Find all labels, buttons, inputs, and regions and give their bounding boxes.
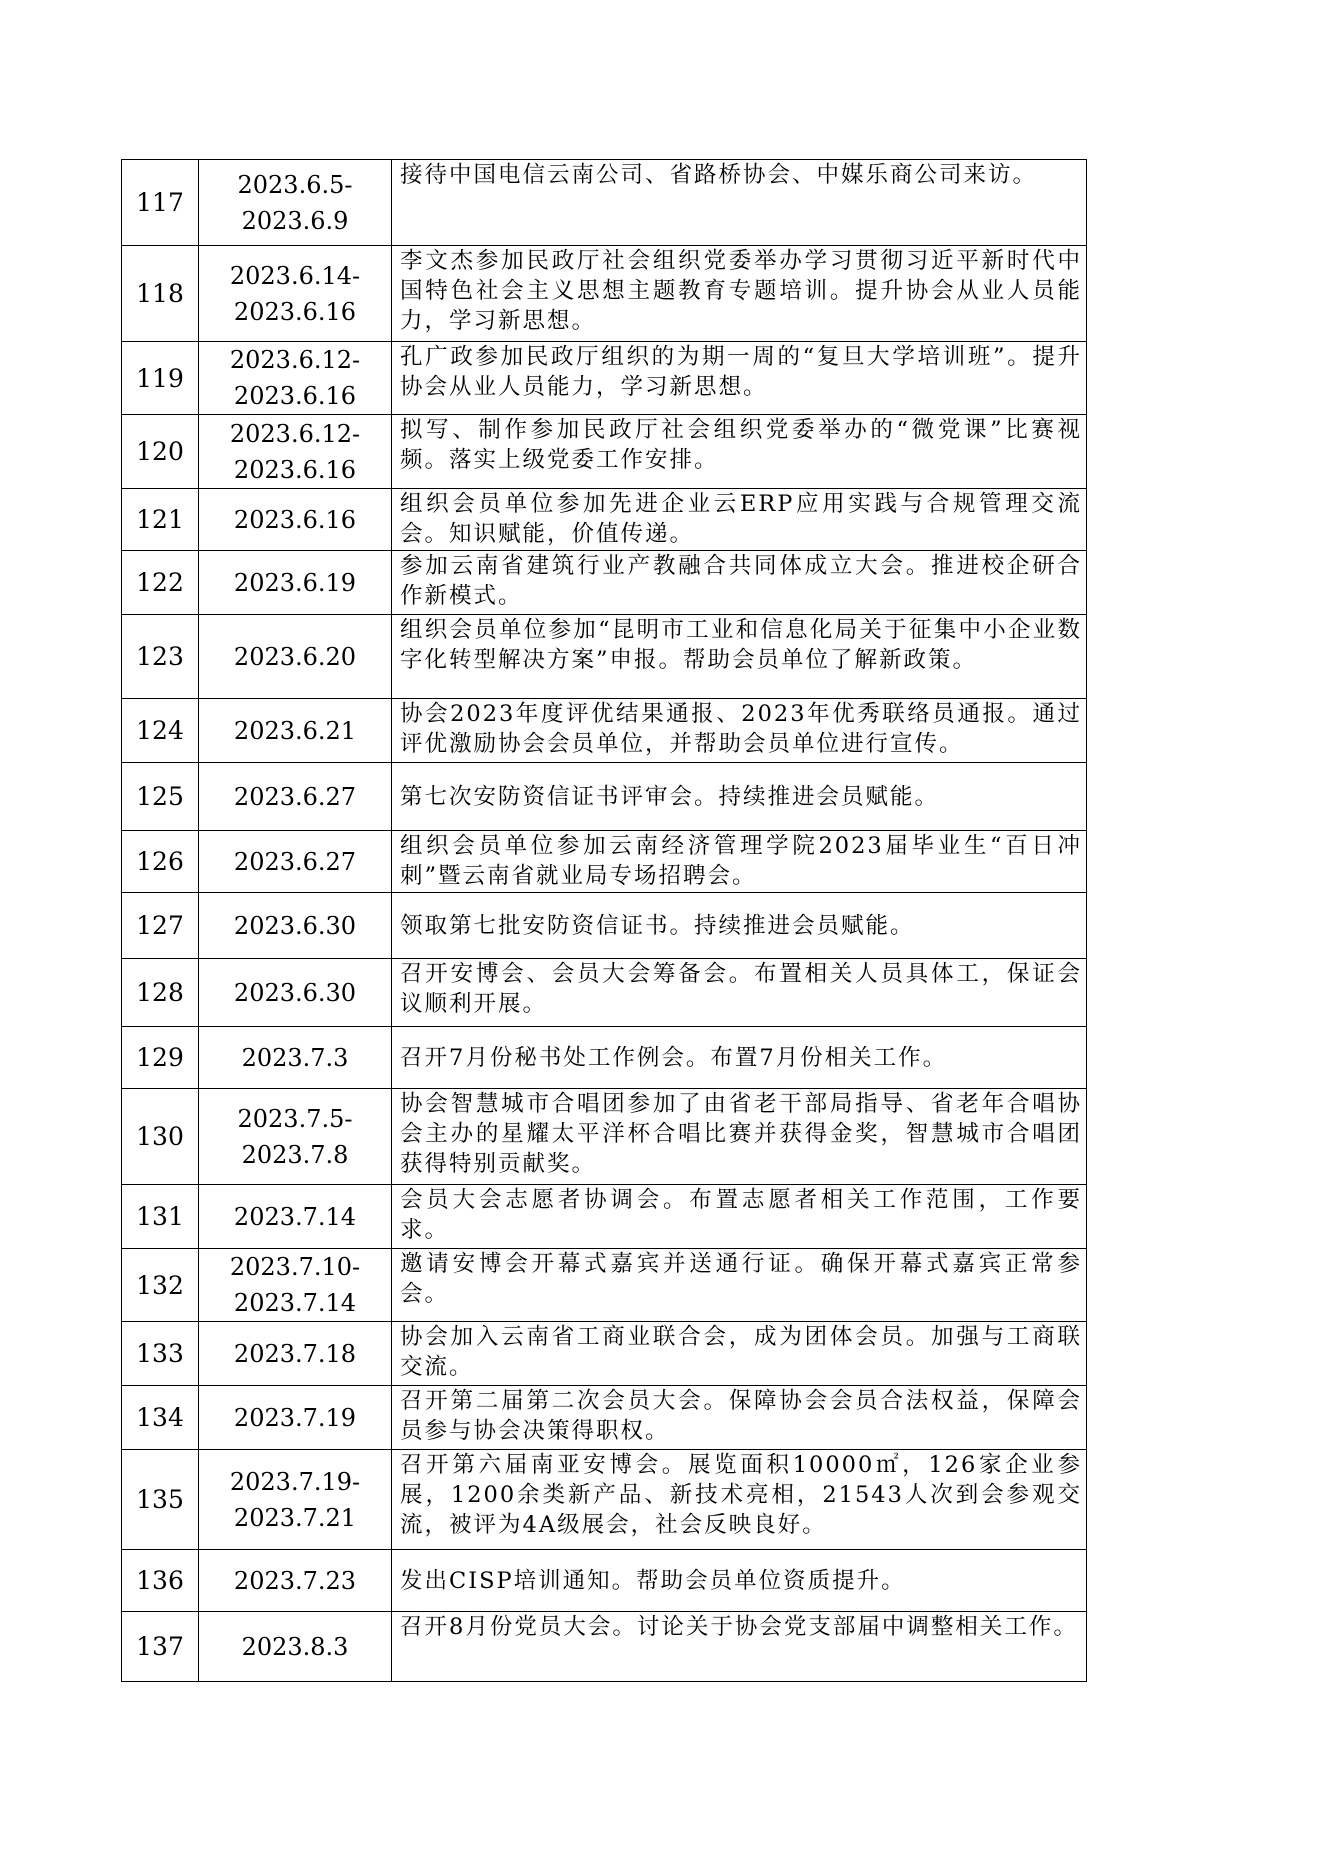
date-start: 2023.7.10- bbox=[229, 1253, 361, 1281]
date-start: 2023.7.23 bbox=[233, 1566, 357, 1595]
date-start: 2023.8.3 bbox=[241, 1632, 349, 1661]
row-number: 124 bbox=[122, 699, 199, 763]
row-description bbox=[392, 1027, 1087, 1089]
description-text: 会员大会志愿者协调会。布置志愿者相关工作范围，工作要求。 bbox=[400, 1187, 1082, 1243]
description-text: 召开安博会、会员大会筹备会。布置相关人员具体工，保证会议顺利开展。 bbox=[400, 961, 1082, 1017]
row-number: 133 bbox=[122, 1322, 199, 1386]
row-description bbox=[392, 342, 1087, 415]
description-text: 参加云南省建筑行业产教融合共同体成立大会。推进校企研合作新模式。 bbox=[400, 553, 1082, 609]
row-number: 126 bbox=[122, 831, 199, 893]
row-description bbox=[392, 959, 1087, 1027]
date-start: 2023.6.16 bbox=[233, 505, 357, 534]
row-description bbox=[392, 489, 1087, 551]
table-row bbox=[122, 1550, 1087, 1612]
table-row bbox=[122, 246, 1087, 342]
date-start: 2023.7.3 bbox=[241, 1043, 349, 1072]
row-date bbox=[199, 1322, 392, 1386]
description-text: 李文杰参加民政厅社会组织党委举办学习贯彻习近平新时代中国特色社会主义思想主题教育专题培训。提升协会从业人员能力，学习新思想。 bbox=[400, 248, 1082, 334]
description-text: 组织会员单位参加“昆明市工业和信息化局关于征集中小企业数字化转型解决方案”申报。帮助会员单位了解新政策。 bbox=[400, 617, 1082, 673]
date-start: 2023.6.12- bbox=[229, 419, 361, 448]
table-row bbox=[122, 893, 1087, 959]
row-date bbox=[199, 959, 392, 1027]
table-row bbox=[122, 342, 1087, 415]
description-text: 组织会员单位参加云南经济管理学院2023届毕业生“百日冲刺”暨云南省就业局专场招聘会。 bbox=[400, 833, 1082, 889]
row-date bbox=[199, 1027, 392, 1089]
description-text: 协会加入云南省工商业联合会，成为团体会员。加强与工商联交流。 bbox=[400, 1324, 1082, 1380]
table-row bbox=[122, 1185, 1087, 1249]
row-date bbox=[199, 1386, 392, 1450]
row-date bbox=[199, 551, 392, 615]
date-end: 2023.7.14 bbox=[233, 1289, 357, 1317]
row-date bbox=[199, 489, 392, 551]
row-description bbox=[392, 160, 1087, 246]
description-text: 接待中国电信云南公司、省路桥协会、中媒乐商公司来访。 bbox=[400, 162, 1038, 188]
row-description bbox=[392, 1550, 1087, 1612]
row-date bbox=[199, 1612, 392, 1682]
row-number: 135 bbox=[122, 1450, 199, 1550]
date-start: 2023.7.5- bbox=[237, 1104, 353, 1133]
row-number: 128 bbox=[122, 959, 199, 1027]
table-row bbox=[122, 1612, 1087, 1682]
description-text: 发出CISP培训通知。帮助会员单位资质提升。 bbox=[400, 1567, 906, 1594]
row-description bbox=[392, 551, 1087, 615]
row-number: 136 bbox=[122, 1550, 199, 1612]
date-end: 2023.7.21 bbox=[233, 1503, 357, 1532]
row-description bbox=[392, 246, 1087, 342]
row-date bbox=[199, 1185, 392, 1249]
table-row bbox=[122, 1450, 1087, 1550]
row-number: 137 bbox=[122, 1612, 199, 1682]
date-start: 2023.7.18 bbox=[233, 1339, 357, 1368]
date-start: 2023.6.12- bbox=[229, 346, 361, 374]
date-start: 2023.6.20 bbox=[233, 642, 357, 671]
date-start: 2023.6.27 bbox=[233, 782, 357, 811]
table-row bbox=[122, 831, 1087, 893]
row-number: 122 bbox=[122, 551, 199, 615]
row-description bbox=[392, 763, 1087, 831]
row-number: 130 bbox=[122, 1089, 199, 1185]
row-number: 119 bbox=[122, 342, 199, 415]
row-number: 132 bbox=[122, 1249, 199, 1322]
row-date bbox=[199, 615, 392, 699]
date-end: 2023.6.16 bbox=[233, 382, 357, 410]
table-row bbox=[122, 1322, 1087, 1386]
table-row bbox=[122, 489, 1087, 551]
row-number: 125 bbox=[122, 763, 199, 831]
row-description bbox=[392, 615, 1087, 699]
row-description bbox=[392, 1249, 1087, 1322]
row-number: 120 bbox=[122, 415, 199, 489]
description-text: 第七次安防资信证书评审会。持续推进会员赋能。 bbox=[400, 783, 940, 810]
row-description bbox=[392, 893, 1087, 959]
table-row bbox=[122, 1386, 1087, 1450]
row-description bbox=[392, 1185, 1087, 1249]
table-row bbox=[122, 1249, 1087, 1322]
description-text: 协会智慧城市合唱团参加了由省老干部局指导、省老年合唱协会主办的星耀太平洋杯合唱比赛并获得金奖，智慧城市合唱团获得特别贡献奖。 bbox=[400, 1091, 1082, 1177]
row-date bbox=[199, 415, 392, 489]
row-description bbox=[392, 1612, 1087, 1682]
date-start: 2023.6.5- bbox=[237, 170, 353, 199]
description-text: 协会2023年度评优结果通报、2023年优秀联络员通报。通过评优激励协会会员单位，并帮助会员单位进行宣传。 bbox=[400, 701, 1082, 757]
row-number: 129 bbox=[122, 1027, 199, 1089]
table-row bbox=[122, 415, 1087, 489]
table-row bbox=[122, 1027, 1087, 1089]
description-text: 召开第六届南亚安博会。展览面积10000㎡，126家企业参展，1200余类新产品、新技术亮相，21543人次到会参观交流，被评为4A级展会，社会反映良好。 bbox=[400, 1452, 1082, 1538]
description-text: 召开8月份党员大会。讨论关于协会党支部届中调整相关工作。 bbox=[400, 1614, 1078, 1640]
date-end: 2023.7.8 bbox=[241, 1140, 349, 1169]
date-start: 2023.6.30 bbox=[233, 911, 357, 940]
row-date bbox=[199, 160, 392, 246]
table-row bbox=[122, 551, 1087, 615]
row-date bbox=[199, 893, 392, 959]
row-number: 118 bbox=[122, 246, 199, 342]
row-description bbox=[392, 1089, 1087, 1185]
row-number: 123 bbox=[122, 615, 199, 699]
description-text: 邀请安博会开幕式嘉宾并送通行证。确保开幕式嘉宾正常参会。 bbox=[400, 1251, 1082, 1307]
row-date bbox=[199, 831, 392, 893]
date-start: 2023.6.30 bbox=[233, 978, 357, 1007]
row-description bbox=[392, 831, 1087, 893]
date-end: 2023.6.16 bbox=[233, 297, 357, 326]
table-row bbox=[122, 615, 1087, 699]
date-start: 2023.6.27 bbox=[233, 847, 357, 876]
date-start: 2023.6.14- bbox=[229, 261, 361, 290]
row-description bbox=[392, 415, 1087, 489]
row-description bbox=[392, 1386, 1087, 1450]
date-start: 2023.6.21 bbox=[233, 716, 357, 745]
row-number: 121 bbox=[122, 489, 199, 551]
description-text: 孔广政参加民政厅组织的为期一周的“复旦大学培训班”。提升协会从业人员能力，学习新思想。 bbox=[400, 344, 1082, 400]
row-date bbox=[199, 1089, 392, 1185]
row-date bbox=[199, 246, 392, 342]
description-text: 拟写、制作参加民政厅社会组织党委举办的“微党课”比赛视频。落实上级党委工作安排。 bbox=[400, 417, 1082, 473]
date-end: 2023.6.9 bbox=[241, 206, 349, 235]
date-start: 2023.6.19 bbox=[233, 568, 357, 597]
row-date bbox=[199, 342, 392, 415]
row-number: 117 bbox=[122, 160, 199, 246]
table-row bbox=[122, 160, 1087, 246]
activity-table bbox=[121, 159, 1087, 1682]
description-text: 召开第二届第二次会员大会。保障协会会员合法权益，保障会员参与协会决策得职权。 bbox=[400, 1388, 1082, 1444]
description-text: 领取第七批安防资信证书。持续推进会员赋能。 bbox=[400, 912, 915, 939]
row-description bbox=[392, 1322, 1087, 1386]
date-start: 2023.7.19 bbox=[233, 1403, 357, 1432]
table-body bbox=[122, 160, 1087, 1682]
table-row bbox=[122, 1089, 1087, 1185]
row-date bbox=[199, 699, 392, 763]
row-number: 134 bbox=[122, 1386, 199, 1450]
description-text: 组织会员单位参加先进企业云ERP应用实践与合规管理交流会。知识赋能，价值传递。 bbox=[400, 491, 1082, 547]
row-date bbox=[199, 1249, 392, 1322]
table-row bbox=[122, 959, 1087, 1027]
row-description bbox=[392, 699, 1087, 763]
date-end: 2023.6.16 bbox=[233, 455, 357, 484]
row-date bbox=[199, 763, 392, 831]
date-start: 2023.7.19- bbox=[229, 1467, 361, 1496]
description-text: 召开7月份秘书处工作例会。布置7月份相关工作。 bbox=[400, 1044, 948, 1071]
table-row bbox=[122, 763, 1087, 831]
row-number: 127 bbox=[122, 893, 199, 959]
row-date bbox=[199, 1550, 392, 1612]
date-start: 2023.7.14 bbox=[233, 1202, 357, 1231]
row-number: 131 bbox=[122, 1185, 199, 1249]
table-row bbox=[122, 699, 1087, 763]
row-description bbox=[392, 1450, 1087, 1550]
row-date bbox=[199, 1450, 392, 1550]
